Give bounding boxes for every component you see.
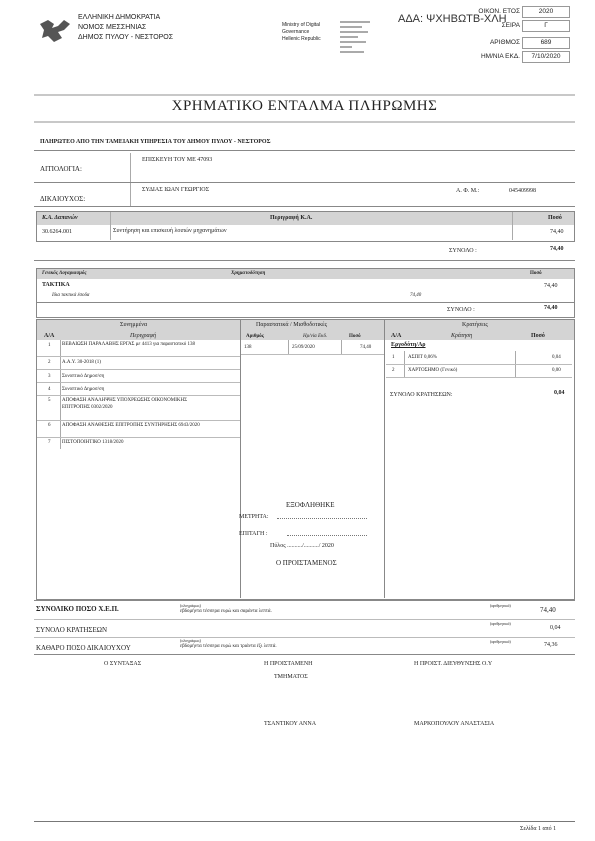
deduction-desc: ΑΣΠΙΤ 0,06% bbox=[408, 355, 437, 360]
summary-words-label: (ολογράφως) bbox=[180, 603, 201, 608]
attachments-title: Συνημμένα bbox=[120, 322, 148, 328]
ka-header-code: Κ.Α. Δαπανών bbox=[42, 215, 78, 221]
list-item bbox=[37, 384, 240, 396]
deductions-total-label: ΣΥΝΟΛΟ ΚΡΑΤΗΣΕΩΝ: bbox=[390, 392, 453, 398]
meta-row bbox=[470, 6, 570, 19]
divider bbox=[34, 260, 575, 261]
list-item bbox=[37, 342, 240, 357]
divider bbox=[130, 153, 131, 207]
summary-words: εβδομήντα τέσσερα ευρώ και σαράντα λεπτά. bbox=[180, 609, 272, 614]
attachment-no: 3 bbox=[48, 374, 51, 379]
settlement-cash-label: ΜΕΤΡΗΤΑ: bbox=[239, 514, 269, 520]
meta-row bbox=[470, 51, 570, 64]
signature-role: Η ΠΡΟΙΣΤ. ΔΙΕΥΘΥΝΣΗΣ Ο.Υ bbox=[414, 661, 493, 667]
list-item bbox=[37, 397, 240, 421]
summary-amount: 74,36 bbox=[544, 642, 558, 648]
deduction-desc: ΧΑΡΤΟΣΗΜΟ (Γενικό) bbox=[408, 368, 458, 373]
signature-name: ΜΑΡΚΟΠΟΥΛΟΥ ΑΝΑΣΤΑΣΙΑ bbox=[414, 721, 495, 727]
beneficiary-label: ΔΙΚΑΙΟΥΧΟΣ: bbox=[40, 195, 86, 203]
list-item bbox=[37, 439, 240, 449]
divider bbox=[34, 182, 575, 183]
attachment-no: 2 bbox=[48, 360, 51, 365]
accounting-category-amount: 74,40 bbox=[544, 283, 558, 289]
meta-label: ΣΕΙΡΑ bbox=[501, 22, 520, 29]
list-item bbox=[37, 422, 240, 438]
ministry-line: Hellenic Republic bbox=[282, 36, 321, 42]
settlement-place-date: Πύλος ........../........../ 2020 bbox=[270, 543, 334, 549]
ka-header-amount: Ποσό bbox=[548, 215, 562, 221]
signature-role: Η ΠΡΟΙΣΤΑΜΕΝΗ bbox=[264, 661, 313, 667]
ka-total: 74,40 bbox=[550, 246, 564, 252]
deduction-amount: 0,04 bbox=[552, 355, 561, 360]
document-amount: 74,40 bbox=[360, 345, 372, 350]
beneficiary-value: ΣΥΔΙΑΣ ΙΩΑΝ ΓΕΩΡΓΙΟΣ bbox=[142, 187, 210, 193]
meta-value: 689 bbox=[522, 37, 570, 49]
accounting-header bbox=[37, 269, 574, 279]
divider bbox=[241, 354, 384, 355]
summary-digits-label: (αριθμητικά) bbox=[490, 639, 511, 644]
document-date: 25/09/2020 bbox=[292, 345, 315, 350]
settlement-recipient: Ο ΠΡΟΙΣΤΑΜΕΝΟΣ bbox=[276, 559, 337, 567]
attachment-no: 6 bbox=[48, 423, 51, 428]
signature-role: Ο ΣΥΝΤΑΞΑΣ bbox=[104, 661, 142, 667]
meta-label: ΗΜ/ΝΙΑ ΕΚΔ. bbox=[480, 53, 520, 60]
divider bbox=[512, 212, 513, 240]
documents-header-number: Αριθμός bbox=[246, 334, 264, 339]
summary-words-label: (ολογράφως) bbox=[180, 638, 201, 643]
divider bbox=[34, 654, 575, 655]
org-block bbox=[78, 13, 173, 43]
summary-digits-label: (αριθμητικά) bbox=[490, 621, 511, 626]
list-item bbox=[37, 358, 240, 370]
documents-header-amount: Ποσό bbox=[349, 334, 361, 339]
divider bbox=[384, 320, 385, 598]
digital-signature-stamp bbox=[340, 21, 374, 55]
accounting-header-account: Γενικός Λογαριασμός bbox=[42, 271, 87, 276]
deductions-header-no: Α/Α bbox=[391, 333, 402, 339]
attachment-no: 5 bbox=[48, 398, 51, 403]
accounting-header-amount: Ποσό bbox=[530, 271, 542, 276]
ka-row-code: 30.6264.001 bbox=[42, 229, 72, 235]
accounting-category: ΤΑΚΤΙΚΑ bbox=[42, 282, 70, 288]
title-rule-bottom bbox=[34, 121, 575, 123]
ka-total-label: ΣΥΝΟΛΟ : bbox=[449, 248, 477, 254]
deduction-no: 1 bbox=[392, 355, 395, 360]
summary-amount: 74,40 bbox=[540, 606, 556, 614]
divider bbox=[34, 150, 575, 151]
list-item bbox=[37, 371, 240, 383]
documents-header-date: Ημ/νία Εκδ. bbox=[303, 334, 328, 339]
settlement-title: ΕΞΟΦΛΗΘΗΚΕ bbox=[286, 501, 335, 509]
reason-value: ΕΠΙΣΚΕΥΗ ΤΟΥ ΜΕ 47093 bbox=[142, 157, 213, 163]
attachment-desc: ΒΕΒΑΙΩΣΗ ΠΑΡΑΛΑΒΗΣ ΕΡΓΑΣ με 4413 για παραστατικό 138 bbox=[62, 342, 196, 347]
emblem bbox=[38, 14, 72, 44]
attachments-header-no: Α/Α bbox=[44, 333, 55, 339]
signature-role: ΤΜΗΜΑΤΟΣ bbox=[274, 674, 308, 680]
divider bbox=[34, 619, 575, 620]
footer-rule bbox=[34, 821, 575, 822]
meta-row bbox=[470, 37, 570, 50]
deductions-header-desc: Κράτηση bbox=[451, 333, 473, 339]
settlement-cheque-label: ΕΠΙΤΑΓΗ : bbox=[239, 531, 268, 537]
divider bbox=[34, 206, 575, 207]
meta-value: 2020 bbox=[522, 6, 570, 18]
divider bbox=[34, 637, 575, 638]
divider bbox=[240, 320, 241, 598]
page-title: ΧΡΗΜΑΤΙΚΟ ΕΝΤΑΛΜΑ ΠΛΗΡΩΜΗΣ bbox=[171, 98, 438, 114]
divider bbox=[341, 340, 342, 354]
summary-amount: 0,04 bbox=[550, 625, 561, 631]
summary-label: ΣΥΝΟΛΟ ΚΡΑΤΗΣΕΩΝ bbox=[36, 626, 108, 634]
documents-title: Παραστατικά / Μισθοδοτικές bbox=[256, 322, 328, 328]
settlement-cash-line bbox=[277, 518, 367, 519]
summary-label: ΣΥΝΟΛΙΚΟ ΠΟΣΟ Χ.Ε.Π. bbox=[36, 605, 119, 613]
attachment-desc: ΑΠΟΦΑΣΗ ΑΝΑΘΕΣΗΣ ΕΠΙΤΡΟΠΗΣ ΣΥΝΤΗΡΗΣΗΣ 6943/2020 bbox=[62, 423, 200, 428]
ministry-line: Governance bbox=[282, 29, 310, 35]
deduction-amount: 0,00 bbox=[552, 368, 561, 373]
deductions-title: Κρατήσεις bbox=[462, 322, 488, 328]
ministry-block bbox=[282, 22, 321, 43]
reason-label: ΑΙΤΙΟΛΟΓΙΑ: bbox=[40, 165, 82, 173]
payable-line: ΠΛΗΡΩΤΕΟ ΑΠΟ ΤΗΝ ΤΑΜΕΙΑΚΗ ΥΠΗΡΕΣΙΑ ΤΟΥ ΔΗΜΟΥ ΠΥΛΟΥ - ΝΕΣΤΟΡΟΣ bbox=[40, 139, 271, 145]
meta-label: ΟΙΚΟΝ. ΕΤΟΣ bbox=[478, 8, 520, 15]
afm-label: Α. Φ. Μ.: bbox=[456, 188, 480, 194]
summary-words: εβδομήντα τέσσερα ευρώ και τριάντα έξι λεπτά. bbox=[180, 644, 277, 649]
summary-digits-label: (αριθμητικά) bbox=[490, 603, 511, 608]
ka-header-desc: Περιγραφή Κ.Α. bbox=[270, 215, 313, 221]
deductions-total: 0,04 bbox=[554, 390, 565, 396]
attachment-desc: ΑΠΟΦΑΣΗ ΑΝΑΛΗΨΗΣ ΥΠΟΧΡΕΩΣΗΣ ΟΙΚΟΝΟΜΙΚΗΣ ΕΠΙΤΡΟΠΗΣ 0302/2020 bbox=[62, 398, 187, 410]
meta-row bbox=[470, 20, 570, 33]
meta-label: ΑΡΙΘΜΟΣ bbox=[489, 39, 520, 46]
org-line: ΔΗΜΟΣ ΠΥΛΟΥ - ΝΕΣΤΟΡΟΣ bbox=[78, 34, 174, 41]
divider bbox=[37, 302, 574, 303]
deductions-group: Εργοδότη/Αρ bbox=[391, 342, 426, 348]
attachment-desc: ΠΙΣΤΟΠΟΙΗΤΙΚΟ 1318/2020 bbox=[62, 440, 124, 445]
attachment-desc: Συνοπτικό Δημοσ/ση bbox=[62, 387, 105, 392]
attachment-no: 4 bbox=[48, 387, 51, 392]
attachment-no: 1 bbox=[48, 343, 51, 348]
attachments-header-desc: Περιγραφή bbox=[130, 333, 156, 339]
meta-value: Γ bbox=[522, 20, 570, 32]
accounting-total: 74,40 bbox=[544, 305, 558, 311]
accounting-sub-amount: 74,40 bbox=[410, 293, 422, 298]
divider bbox=[110, 212, 111, 240]
table-row bbox=[386, 352, 572, 365]
title-rule-top bbox=[34, 94, 575, 96]
deduction-no: 2 bbox=[392, 368, 395, 373]
attachment-desc: Συνοπτικό Δημοσ/ση bbox=[62, 374, 105, 379]
divider bbox=[288, 340, 289, 354]
ka-row-desc: Συντήρηση και επισκευή λοιπών μηχανημάτων bbox=[113, 228, 227, 234]
org-line: ΕΛΛΗΝΙΚΗ ΔΗΜΟΚΡΑΤΙΑ bbox=[78, 14, 161, 21]
attachment-desc: Α.Α.Υ. 30-2018 (1) bbox=[62, 360, 101, 365]
accounting-sub-row: Ιδια τακτικά έσοδα bbox=[52, 293, 90, 298]
deductions-header-amount: Ποσό bbox=[531, 333, 545, 339]
ada-code: ΑΔΑ: ΨΧΗΒΩΤΒ-ΧΛΗ bbox=[398, 13, 507, 25]
document-number: 138 bbox=[244, 345, 252, 350]
signature-name: ΤΣΑΝΤΙΚΟΥ ΑΝΝΑ bbox=[264, 721, 317, 727]
table-row bbox=[386, 365, 572, 378]
accounting-header-funding: Χρηματοδότηση bbox=[231, 271, 266, 276]
page-number: Σελίδα 1 από 1 bbox=[520, 826, 557, 832]
settlement-cheque-line bbox=[287, 535, 367, 536]
accounting-total-label: ΣΥΝΟΛΟ : bbox=[447, 307, 475, 313]
org-line: ΝΟΜΟΣ ΜΕΣΣΗΝΙΑΣ bbox=[78, 24, 147, 31]
summary-label: ΚΑΘΑΡΟ ΠΟΣΟ ΔΙΚΑΙΟΥΧΟΥ bbox=[36, 644, 131, 652]
divider bbox=[34, 600, 575, 601]
ka-row-amount: 74,40 bbox=[550, 229, 564, 235]
afm-value: 045409998 bbox=[509, 188, 536, 194]
meta-value: 7/10/2020 bbox=[522, 51, 570, 63]
ministry-line: Ministry of Digital bbox=[282, 22, 321, 28]
attachment-no: 7 bbox=[48, 440, 51, 445]
